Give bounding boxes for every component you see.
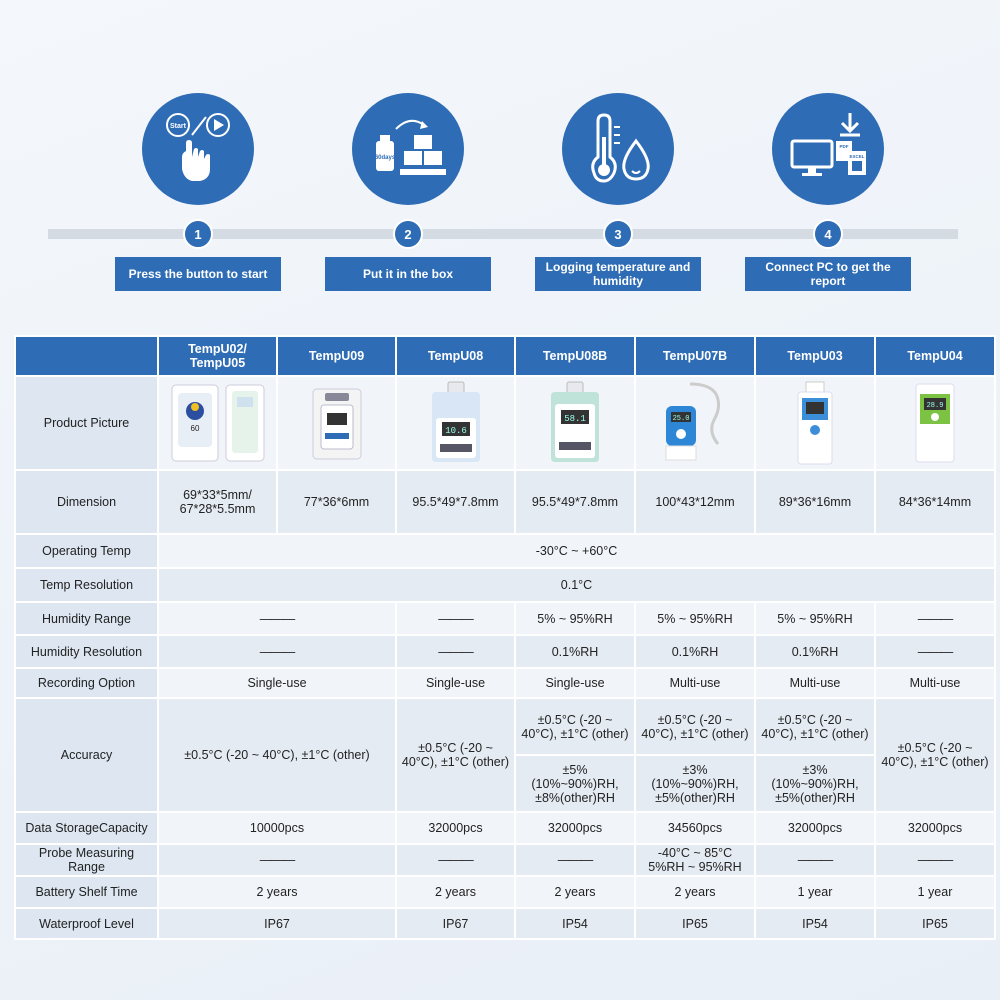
storage-cell: 32000pcs (755, 812, 875, 844)
product-image-tempu08b (519, 380, 631, 466)
recording-option-cell: Single-use (515, 668, 635, 698)
step-3-icon-circle (562, 93, 674, 205)
row-label-dimension: Dimension (15, 470, 158, 534)
step-label-1: Press the button to start (115, 257, 281, 291)
waterproof-cell: IP65 (635, 908, 755, 939)
recording-option-cell: Single-use (158, 668, 396, 698)
step-label-4: Connect PC to get the report (745, 257, 911, 291)
step-1-icon-circle (142, 93, 254, 205)
header-tempu03: TempU03 (755, 336, 875, 376)
step-4-icon-circle (772, 93, 884, 205)
operating-temp-cell: -30°C ~ +60°C (158, 534, 995, 568)
product-image-tempu04 (879, 380, 991, 466)
dimension-cell: 84*36*14mm (875, 470, 995, 534)
probe-range-cell: ——— (875, 844, 995, 876)
recording-option-cell: Single-use (396, 668, 515, 698)
dimension-cell: 89*36*16mm (755, 470, 875, 534)
row-label-recording-option: Recording Option (15, 668, 158, 698)
header-tempu04: TempU04 (875, 336, 995, 376)
step-label-3: Logging temperature and humidity (535, 257, 701, 291)
pc-report-icon (786, 107, 870, 191)
waterproof-cell: IP54 (515, 908, 635, 939)
step-number-1: 1 (183, 219, 213, 249)
accuracy-cell: ±0.5°C (-20 ~ 40°C), ±1°C (other) (875, 698, 995, 812)
picture-row (15, 376, 995, 470)
waterproof-cell: IP67 (396, 908, 515, 939)
storage-cell: 34560pcs (635, 812, 755, 844)
storage-row (15, 812, 995, 844)
humidity-range-cell: ——— (396, 602, 515, 635)
product-image-tempu07b (639, 380, 751, 466)
probe-range-cell: ——— (158, 844, 396, 876)
accuracy-temp-cell: ±0.5°C (-20 ~ 40°C), ±1°C (other) (635, 698, 755, 755)
svg-text:60: 60 (190, 424, 199, 433)
humidity-range-cell: 5% ~ 95%RH (755, 602, 875, 635)
temp-resolution-cell: 0.1°C (158, 568, 995, 602)
waterproof-cell: IP67 (158, 908, 396, 939)
row-label-storage: Data StorageCapacity (15, 812, 158, 844)
storage-cell: 32000pcs (515, 812, 635, 844)
humidity-range-cell: 5% ~ 95%RH (515, 602, 635, 635)
humidity-resolution-cell: ——— (396, 635, 515, 668)
row-label-battery: Battery Shelf Time (15, 876, 158, 908)
svg-text:EXCEL: EXCEL (849, 154, 865, 159)
row-label-operating-temp: Operating Temp (15, 534, 158, 568)
row-label-accuracy: Accuracy (15, 698, 158, 812)
thermometer-humidity-icon (576, 107, 660, 191)
spec-comparison-table (14, 335, 996, 940)
row-label-humidity-range: Humidity Range (15, 602, 158, 635)
step-number-2: 2 (393, 219, 423, 249)
dimension-cell: 77*36*6mm (277, 470, 396, 534)
waterproof-row (15, 908, 995, 939)
header-tempu07b: TempU07B (635, 336, 755, 376)
accuracy-humidity-cell: ±3% (10%~90%)RH, ±5%(other)RH (755, 755, 875, 812)
humidity-resolution-cell: 0.1%RH (755, 635, 875, 668)
recording-option-cell: Multi-use (755, 668, 875, 698)
header-tempu08b: TempU08B (515, 336, 635, 376)
svg-text:28.9: 28.9 (926, 402, 944, 410)
humidity-range-row (15, 602, 995, 635)
operating-temp-row (15, 534, 995, 568)
row-label-probe-range: Probe Measuring Range (15, 844, 158, 876)
storage-cell: 32000pcs (396, 812, 515, 844)
humidity-range-cell: 5% ~ 95%RH (635, 602, 755, 635)
battery-cell: 2 years (158, 876, 396, 908)
humidity-range-cell: ——— (158, 602, 396, 635)
svg-text:58.1: 58.1 (564, 414, 586, 424)
press-button-icon (156, 107, 240, 191)
waterproof-cell: IP54 (755, 908, 875, 939)
product-image-tempu08 (400, 380, 511, 466)
row-label-picture: Product Picture (15, 376, 158, 470)
humidity-resolution-cell: 0.1%RH (515, 635, 635, 668)
step-label-2: Put it in the box (325, 257, 491, 291)
product-image-tempu09 (281, 383, 392, 463)
battery-row (15, 876, 995, 908)
step-number-4: 4 (813, 219, 843, 249)
probe-range-row (15, 844, 995, 876)
probe-range-cell: ——— (396, 844, 515, 876)
temp-resolution-row (15, 568, 995, 602)
svg-text:60days: 60days (374, 155, 396, 161)
dimension-row (15, 470, 995, 534)
probe-range-cell: ——— (515, 844, 635, 876)
humidity-resolution-cell: 0.1%RH (635, 635, 755, 668)
dimension-cell: 95.5*49*7.8mm (396, 470, 515, 534)
accuracy-cell: ±0.5°C (-20 ~ 40°C), ±1°C (other) (396, 698, 515, 812)
header-tempu08: TempU08 (396, 336, 515, 376)
recording-option-cell: Multi-use (635, 668, 755, 698)
product-image-tempu03 (759, 380, 871, 466)
humidity-resolution-cell: ——— (875, 635, 995, 668)
humidity-resolution-row (15, 635, 995, 668)
header-tempu02-tempu05: TempU02/ TempU05 (158, 336, 277, 376)
probe-range-cell: ——— (755, 844, 875, 876)
accuracy-temp-cell: ±0.5°C (-20 ~ 40°C), ±1°C (other) (515, 698, 635, 755)
dimension-cell: 100*43*12mm (635, 470, 755, 534)
accuracy-temp-cell: ±0.5°C (-20 ~ 40°C), ±1°C (other) (755, 698, 875, 755)
row-label-humidity-resolution: Humidity Resolution (15, 635, 158, 668)
battery-cell: 2 years (635, 876, 755, 908)
row-label-temp-resolution: Temp Resolution (15, 568, 158, 602)
battery-cell: 1 year (755, 876, 875, 908)
battery-cell: 1 year (875, 876, 995, 908)
humidity-resolution-cell: ——— (158, 635, 396, 668)
battery-cell: 2 years (515, 876, 635, 908)
svg-text:25.0: 25.0 (672, 415, 690, 423)
storage-cell: 10000pcs (158, 812, 396, 844)
battery-cell: 2 years (396, 876, 515, 908)
header-row (15, 336, 995, 376)
header-tempu09: TempU09 (277, 336, 396, 376)
step-number-3: 3 (603, 219, 633, 249)
accuracy-cell: ±0.5°C (-20 ~ 40°C), ±1°C (other) (158, 698, 396, 812)
humidity-range-cell: ——— (875, 602, 995, 635)
waterproof-cell: IP65 (875, 908, 995, 939)
product-image-tempu02-tempu05 (162, 383, 273, 463)
accuracy-humidity-cell: ±5% (10%~90%)RH, ±8%(other)RH (515, 755, 635, 812)
dimension-cell: 95.5*49*7.8mm (515, 470, 635, 534)
step-2-icon-circle (352, 93, 464, 205)
svg-text:Start: Start (170, 123, 186, 130)
accuracy-row-temp (15, 698, 995, 755)
svg-text:10.6: 10.6 (444, 426, 467, 436)
row-label-waterproof: Waterproof Level (15, 908, 158, 939)
accuracy-humidity-cell: ±3% (10%~90%)RH, ±5%(other)RH (635, 755, 755, 812)
svg-text:PDF: PDF (839, 144, 849, 149)
header-corner (15, 336, 158, 376)
recording-option-row (15, 668, 995, 698)
probe-range-cell: -40°C ~ 85°C 5%RH ~ 95%RH (635, 844, 755, 876)
box-packing-icon (366, 107, 450, 191)
recording-option-cell: Multi-use (875, 668, 995, 698)
dimension-cell: 69*33*5mm/ 67*28*5.5mm (158, 470, 277, 534)
storage-cell: 32000pcs (875, 812, 995, 844)
